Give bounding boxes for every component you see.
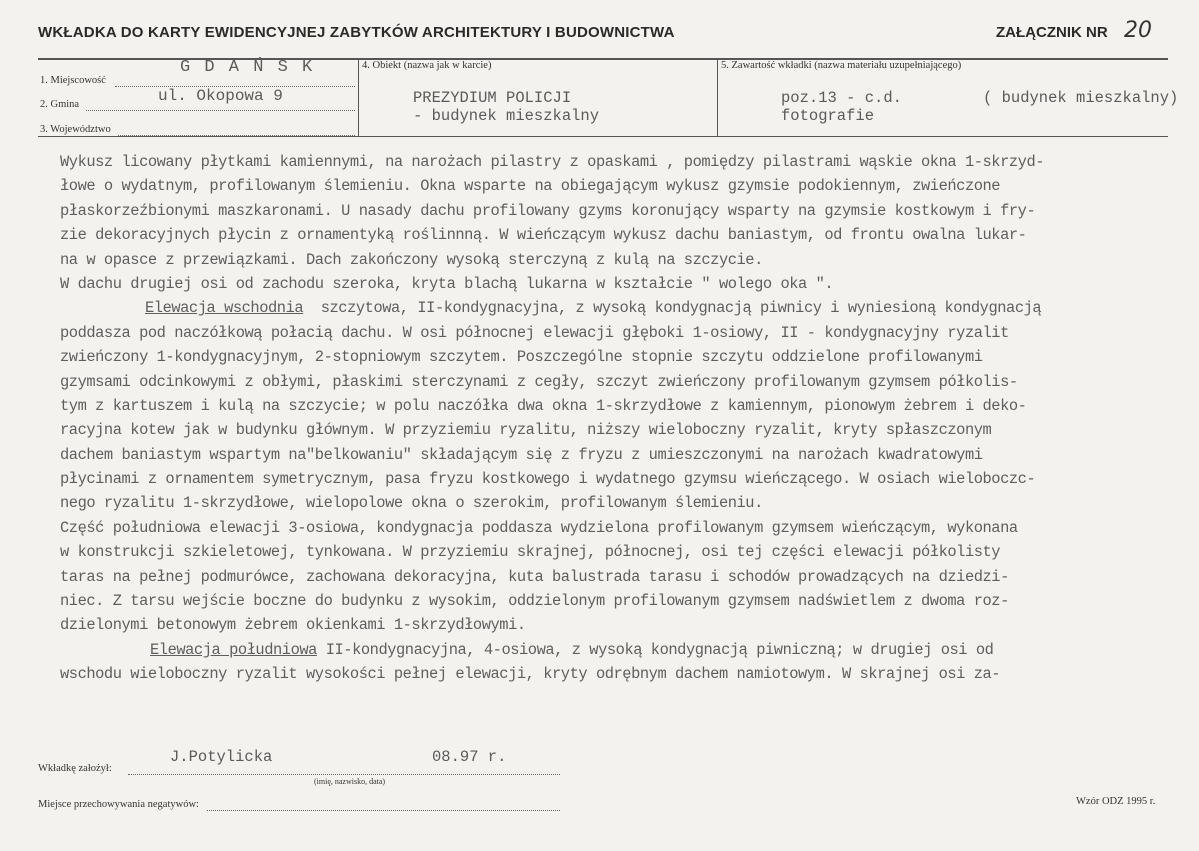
zawartosc-type: fotografie — [781, 107, 875, 125]
box-divider-1 — [358, 58, 359, 136]
author-date: 08.97 r. — [432, 748, 507, 766]
text-line: W dachu drugiej osi od zachodu szeroka, kryta blachą lukarna w kształcie " wolego oka ". — [60, 274, 834, 293]
south-elevation-intro: II-kondygnacyjna, 4-osiowa, z wysoką kondygnacją piwniczną; w drugiej osi od — [316, 640, 994, 659]
text-line: dzielonymi betonowym żebrem okienkami 1-skrzydłowymi. — [60, 616, 526, 635]
text-line: wschodu wieloboczny ryzalit wysokości pełnej elewacji, kryty odrębnym dachem namiotowym. W skrajnej osi za- — [60, 665, 1001, 684]
text-line: Wykusz licowany płytkami kamiennymi, na narożach pilastry z opaskami , pomiędzy pilastrami wąskie okna 1-skrzyd- — [60, 153, 1045, 171]
author-label: Wkładkę założył: — [38, 763, 112, 774]
text-line: poddasza pod naczółkową połacią dachu. W osi północnej elewacji głęboki 1-osiowy, II - kondygnacyjny ryzalit — [60, 323, 1009, 342]
form-version: Wzór ODZ 1995 r. — [1076, 796, 1156, 807]
gmina-line — [86, 110, 355, 111]
text-line: w konstrukcji szkieletowej, tynkowana. W przyziemiu skrajnej, północnej, osi tej części elewacji półkolisty — [60, 543, 1001, 562]
text-line: racyjna kotew jak w budynku głównym. W przyziemiu ryzalitu, niższy wieloboczny ryzalit, kryty spłaszczonym — [60, 421, 992, 440]
gmina-value: ul. Okopowa 9 — [158, 87, 283, 105]
negatives-label: Miejsce przechowywania negatywów: — [38, 799, 199, 810]
text-line-south-heading — [60, 638, 1190, 662]
obiekt-label: 4. Obiekt (nazwa jak w karcie) — [362, 60, 492, 71]
box-bottom-rule — [38, 136, 1168, 137]
author-line — [128, 774, 560, 775]
south-elevation-heading: Elewacja południowa — [150, 640, 317, 659]
text-line: gzymsami odcinkowymi z obłymi, płaskimi sterczynami z cegły, szczyt zwieńczony profilowanym gzymsem półkolis- — [60, 372, 1018, 391]
text-line: tym z kartuszem i kulą na szczycie; w polu naczółka dwa okna 1-skrzydłowe z kamiennym, pionowym żebrem i deko- — [60, 396, 1027, 415]
negatives-line — [207, 810, 560, 811]
author-name: J.Potylicka — [170, 748, 273, 766]
wojewodztwo-label: 3. Województwo — [40, 124, 111, 135]
miejscowosc-label: 1. Miejscowość — [40, 75, 106, 86]
author-hint: (imię, nazwisko, data) — [314, 777, 386, 786]
text-line: Część południowa elewacji 3-osiowa, kondygnacja poddasza wydzielona profilowanym gzymsem wieńczącym, wykonana — [60, 518, 1018, 537]
obiekt-name: PREZYDIUM POLICJI — [413, 89, 572, 107]
text-line: taras na pełnej podmurówce, zachowana dekoracyjna, kuta balustrada tarasu i schodów prowadzących na dziedzi- — [60, 567, 1009, 586]
document-title: WKŁADKA DO KARTY EWIDENCYJNEJ ZABYTKÓW ARCHITEKTURY I BUDOWNICTWA — [38, 24, 675, 41]
east-elevation-heading: Elewacja wschodnia — [145, 299, 304, 318]
zawartosc-position: poz.13 - c.d. — [781, 89, 902, 107]
text-line: zwieńczony 1-kondygnacyjnym, 2-stopniowym szczytem. Poszczególne stopnie szczytu oddzielone profilowanymi — [60, 348, 983, 367]
text-line-east-heading — [60, 296, 1190, 320]
document-header — [38, 18, 1168, 46]
annex-label: ZAŁĄCZNIK NR — [996, 24, 1108, 41]
annex-number: 20 — [1124, 18, 1152, 43]
text-line: łowe o wydatnym, profilowanym ślemieniu. Okna wsparte na obiegającym wykusz gzymsie podokiennym, zwieńczone — [60, 177, 1001, 196]
text-line: płaskorzeźbionymi maszkaronami. U nasady dachu profilowany gzyms koronujący wsparty na gzymsie kostkowym i fry- — [60, 201, 1036, 220]
text-line: niec. Z tarsu wejście boczne do budynku z wysokim, oddzielonym profilowanym gzymsem nadświetlem z dwoma roz- — [60, 592, 1009, 611]
text-line: dachem baniastym wspartym na"belkowaniu" składającym się z fryzu z umieszczonymi na narożach kwadratowymi — [60, 445, 983, 464]
east-elevation-intro: szczytowa, II-kondygnacyjna, z wysoką kondygnacją piwnicy i wyniesioną kondygnacją — [303, 299, 1042, 318]
text-line: na w opasce z przewiązkami. Dach zakończony wysoką sterczyną z kulą na szczycie. — [60, 250, 763, 269]
miejscowosc-value: G D A Ń S K — [180, 58, 315, 77]
text-line: zie dekoracyjnych płycin z ornamentyką roślinnną. W wieńczącym wykusz dachu baniastym, od frontu owalna lukar- — [60, 226, 1027, 245]
gmina-label: 2. Gmina — [40, 99, 80, 110]
obiekt-subtitle: - budynek mieszkalny — [413, 107, 600, 125]
box-divider-2 — [717, 58, 718, 136]
zawartosc-building: ( budynek mieszkalny) — [983, 89, 1179, 107]
text-line: nego ryzalitu 1-skrzydłowe, wielopolowe okna o szerokim, profilowanym ślemieniu. — [60, 494, 763, 513]
zawartosc-label: 5. Zawartość wkładki (nazwa materiału uzupełniającego) — [721, 60, 962, 71]
description-text — [60, 150, 1190, 687]
text-line: płycinami z ornamentem symetrycznym, pasa fryzu kostkowego i wydatnego gzymsu wieńczącego. W osiach wieloboczc- — [60, 470, 1036, 489]
